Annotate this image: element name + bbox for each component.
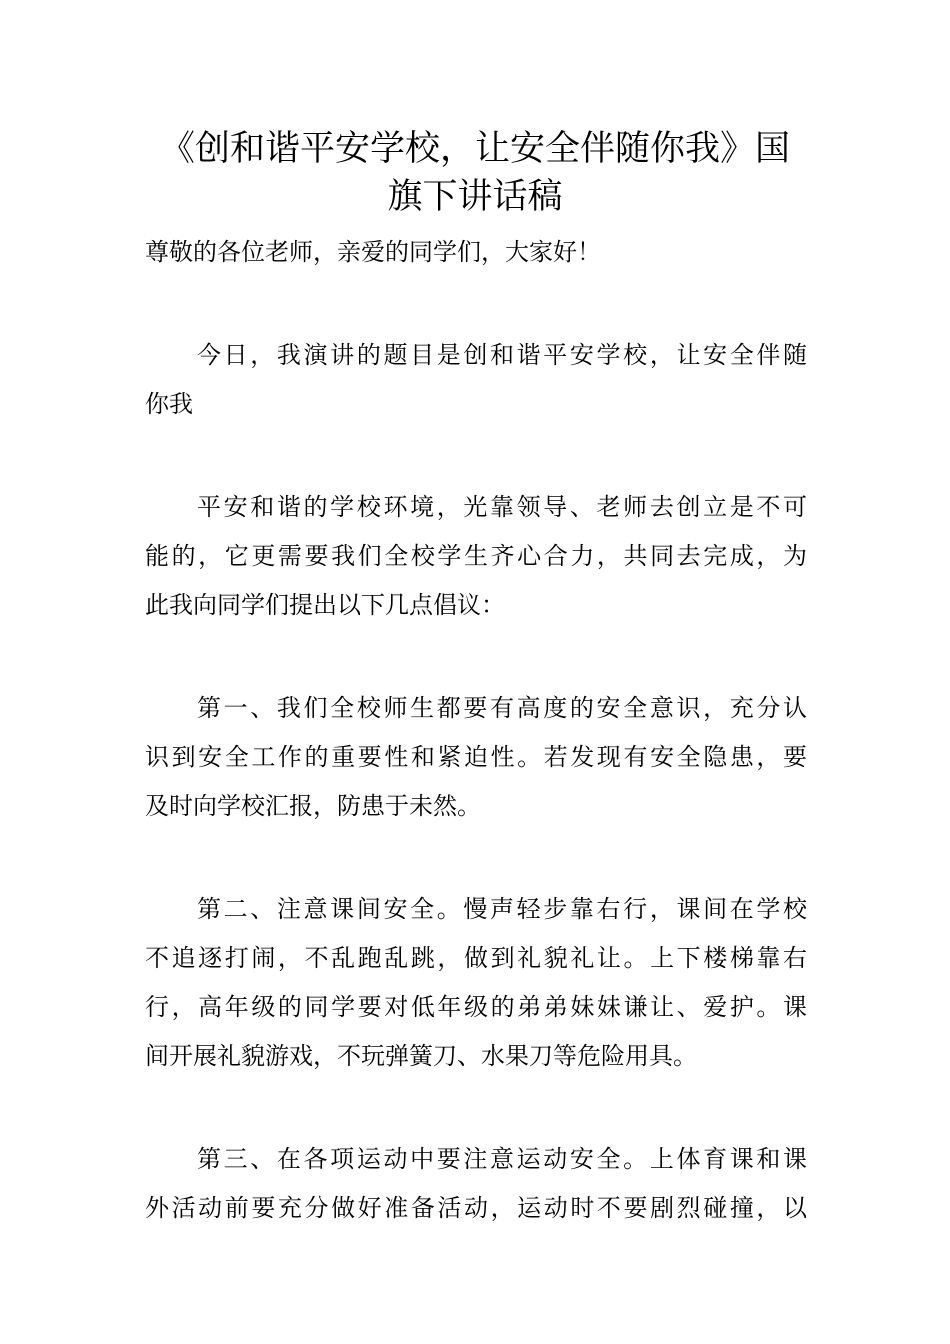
page-title [145, 125, 805, 221]
paragraph-line: 第二、注意课间安全。慢声轻步靠右行，课间在学校 [197, 895, 807, 923]
title-line-2: 旗下讲话稿 [387, 177, 563, 217]
paragraph-gap [145, 630, 807, 684]
document-body [145, 228, 807, 1233]
paragraph-gap [145, 1081, 807, 1135]
paragraph-4 [145, 885, 807, 1081]
paragraph-line: 此我向同学们提出以下几点倡议： [145, 591, 505, 619]
paragraph-gap [145, 831, 807, 885]
paragraph-line: 行，高年级的同学要对低年级的弟弟妹妹谦让、爱护。课 [145, 993, 807, 1021]
paragraph-line: 第一、我们全校师生都要有高度的安全意识，充分认 [197, 694, 807, 722]
paragraph-line: 不追逐打闹，不乱跑乱跳，做到礼貌礼让。上下楼梯靠右 [145, 944, 807, 972]
paragraph-3 [145, 684, 807, 831]
paragraph-line: 识到安全工作的重要性和紧迫性。若发现有安全隐患，要 [145, 743, 807, 771]
greeting: 尊敬的各位老师，亲爱的同学们，大家好！ [145, 238, 601, 266]
paragraph-gap [145, 277, 807, 331]
paragraph-line: 外活动前要充分做好准备活动，运动时不要剧烈碰撞，以 [145, 1194, 807, 1222]
paragraph-1 [145, 331, 807, 429]
paragraph-line: 能的，它更需要我们全校学生齐心合力，共同去完成，为 [145, 542, 807, 570]
paragraph-5 [145, 1135, 807, 1233]
paragraph-gap [145, 429, 807, 483]
paragraph-2 [145, 483, 807, 630]
paragraph-line: 平安和谐的学校环境，光靠领导、老师去创立是不可 [197, 493, 807, 521]
paragraph-line: 及时向学校汇报，防患于未然。 [145, 792, 481, 820]
paragraph-line: 你我 [145, 390, 193, 418]
paragraph-line: 今日，我演讲的题目是创和谐平安学校，让安全伴随 [197, 341, 807, 369]
title-line-1: 《创和谐平安学校，让安全伴随你我》国 [159, 129, 790, 169]
paragraph-line: 间开展礼貌游戏，不玩弹簧刀、水果刀等危险用具。 [145, 1042, 697, 1070]
paragraph-line: 第三、在各项运动中要注意运动安全。上体育课和课 [197, 1145, 807, 1173]
